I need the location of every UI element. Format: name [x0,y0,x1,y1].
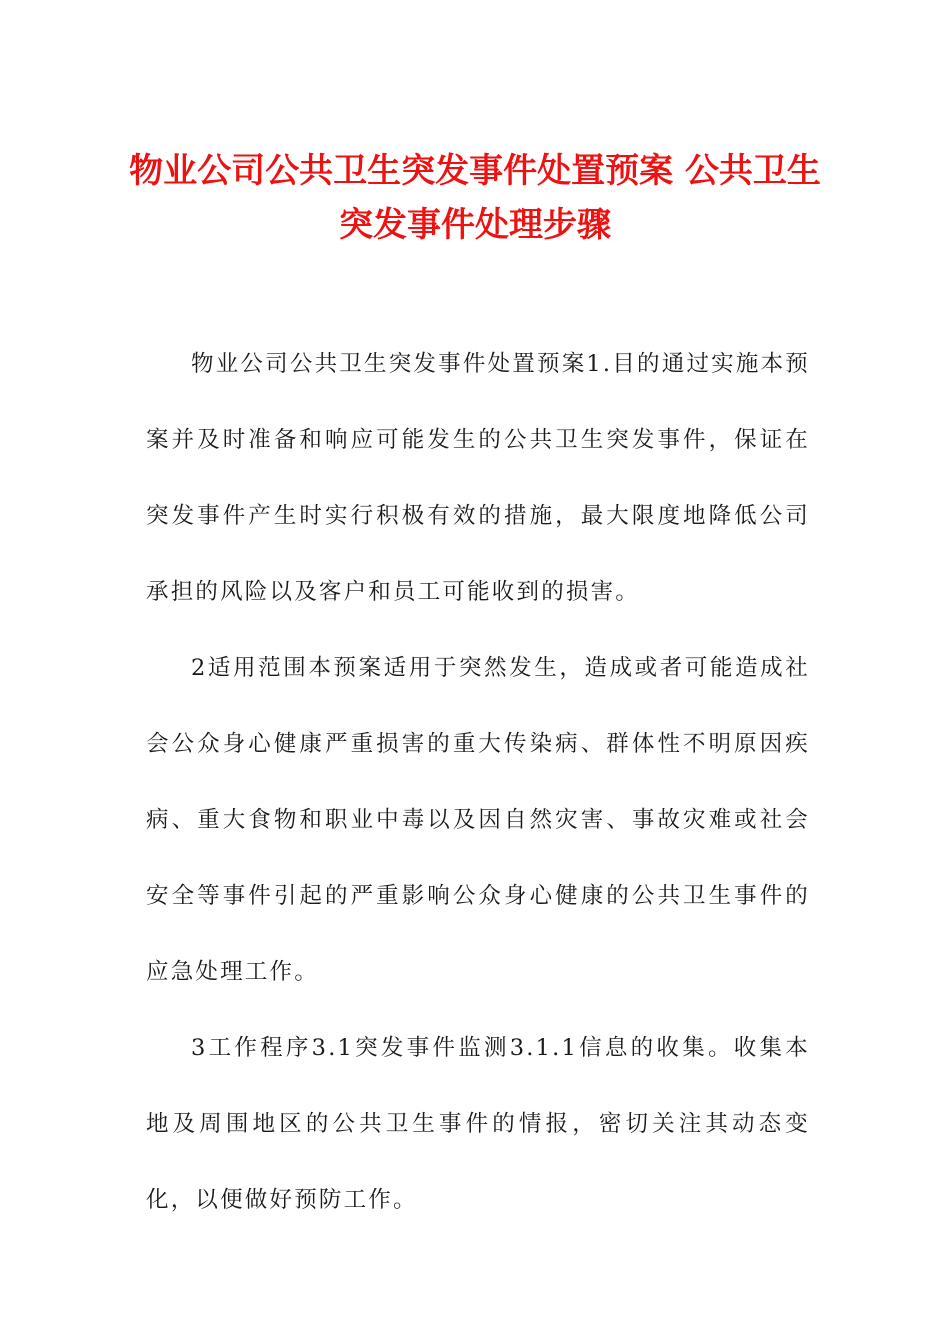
paragraph-purpose: 物业公司公共卫生突发事件处置预案1.目的通过实施本预案并及时准备和响应可能发生的公共卫生突发事件，保证在突发事件产生时实行积极有效的措施，最大限度地降低公司承担的风险以及客户和员工可能收到的损害。 [146,351,810,605]
document-body [146,326,810,1238]
paragraph-scope: 2适用范围本预案适用于突然发生，造成或者可能造成社会公众身心健康严重损害的重大传染病、群体性不明原因疾病、重大食物和职业中毒以及因自然灾害、事故灾难或社会安全等事件引起的严重影响公众身心健康的公共卫生事件的应急处理工作。 [146,655,810,985]
document-title: 物业公司公共卫生突发事件处置预案 公共卫生突发事件处理步骤 [129,151,821,245]
paragraph-procedure: 3工作程序3.1突发事件监测3.1.1信息的收集。收集本地及周围地区的公共卫生事件的情报，密切关注其动态变化，以便做好预防工作。 [146,1035,810,1213]
